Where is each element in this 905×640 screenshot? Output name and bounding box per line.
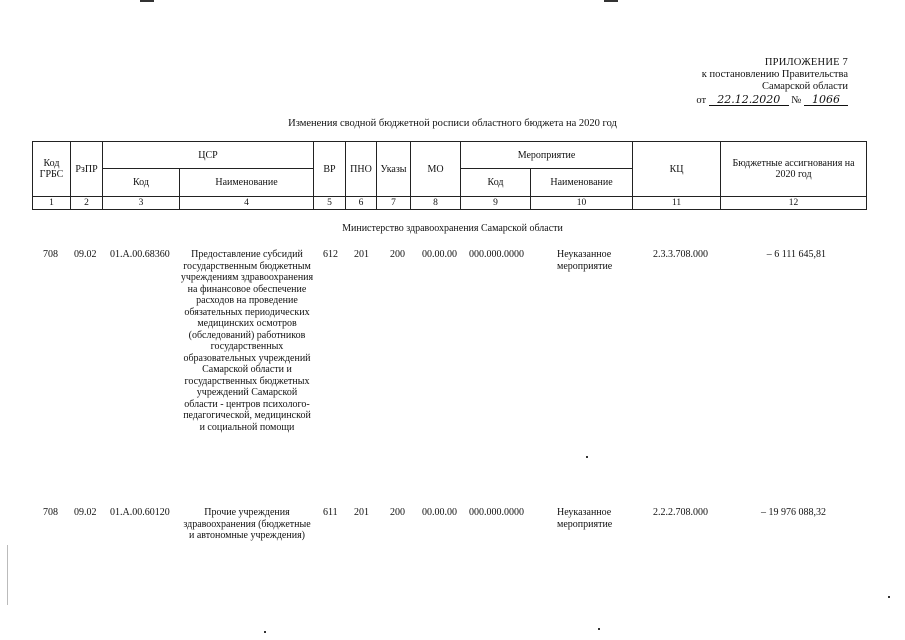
scan-mark (604, 0, 618, 2)
column-number: 12 (721, 197, 867, 210)
column-number: 5 (314, 197, 346, 210)
header-event-name: Наименование (531, 169, 633, 197)
column-number: 11 (633, 197, 721, 210)
budget-table-header (32, 141, 867, 210)
appendix-line-2: Самарской области (762, 81, 848, 92)
header-vr: ВР (314, 142, 346, 197)
record-mo: 00.00.00 (422, 507, 457, 518)
column-number: 9 (461, 197, 531, 210)
record-amount: – 6 111 645,81 (766, 249, 826, 260)
column-number: 6 (346, 197, 377, 210)
header-csr-name: Наименование (180, 169, 314, 197)
header-pno: ПНО (346, 142, 377, 197)
header-event: Мероприятие (461, 142, 633, 169)
record-grbs: 708 (43, 249, 58, 260)
record-ukazy: 200 (390, 249, 405, 260)
header-csr-code: Код (103, 169, 180, 197)
scan-speck (264, 631, 266, 633)
record-kc: 2.3.3.708.000 (653, 249, 708, 260)
record-event-code: 000.000.0000 (469, 507, 524, 518)
record-csr-code: 01.А.00.68360 (110, 249, 170, 260)
record-event-name: Неуказанное мероприятие (557, 507, 613, 530)
record-csr-code: 01.А.00.60120 (110, 507, 170, 518)
document-title: Изменения сводной бюджетной росписи областного бюджета на 2020 год (288, 118, 617, 129)
header-mo: МО (411, 142, 461, 197)
header-kc: КЦ (633, 142, 721, 197)
header-event-code: Код (461, 169, 531, 197)
record-event-name: Неуказанное мероприятие (557, 249, 613, 272)
appendix-line-1: к постановлению Правительства (701, 69, 848, 80)
scan-speck (888, 596, 890, 598)
ministry-heading: Министерство здравоохранения Самарской области (342, 223, 563, 234)
column-number: 1 (33, 197, 71, 210)
appendix-date-line (696, 94, 848, 107)
header-ukazy: Указы (377, 142, 411, 197)
scan-edge-mark (7, 545, 8, 605)
record-pno: 201 (354, 249, 369, 260)
appendix-title: ПРИЛОЖЕНИЕ 7 (764, 57, 848, 68)
record-vr: 611 (323, 507, 338, 518)
header-row-1 (33, 142, 867, 169)
handwritten-number: 1066 (804, 94, 848, 106)
column-number: 2 (71, 197, 103, 210)
record-rzpr: 09.02 (74, 507, 97, 518)
column-number: 8 (411, 197, 461, 210)
header-csr: ЦСР (103, 142, 314, 169)
record-event-code: 000.000.0000 (469, 249, 524, 260)
scan-speck (598, 628, 600, 630)
record-mo: 00.00.00 (422, 249, 457, 260)
number-label: № (791, 95, 802, 106)
scan-speck (586, 456, 588, 458)
column-number: 7 (377, 197, 411, 210)
record-rzpr: 09.02 (74, 249, 97, 260)
from-label: от (696, 95, 707, 106)
record-vr: 612 (323, 249, 338, 260)
record-ukazy: 200 (390, 507, 405, 518)
record-kc: 2.2.2.708.000 (653, 507, 708, 518)
column-number: 3 (103, 197, 180, 210)
column-number: 4 (180, 197, 314, 210)
handwritten-date: 22.12.2020 (709, 94, 789, 106)
record-grbs: 708 (43, 507, 58, 518)
record-csr-name: Прочие учреждения здравоохранения (бюджетные и автономные учреждения) (183, 507, 311, 541)
column-number-row (33, 197, 867, 210)
record-csr-name: Предоставление субсидий государственным бюджетным учреждениям здравоохранения на финансовое обеспечение расходов на проведение обязательных периодических медицинских осмотров (обследований) работников государственных образовательных учреждений Самарской области и государственных бюджетных учреждений Самарской области - центров психолого-педагогической, медицинской и социальной помощи (180, 249, 314, 433)
column-number: 10 (531, 197, 633, 210)
appendix-block (696, 57, 848, 107)
scan-mark (140, 0, 154, 2)
record-amount: – 19 976 088,32 (761, 507, 826, 518)
header-grbs: Код ГРБС (33, 142, 71, 197)
record-pno: 201 (354, 507, 369, 518)
header-allocations: Бюджетные ассигнования на 2020 год (721, 142, 867, 197)
header-rzpr: РзПР (71, 142, 103, 197)
